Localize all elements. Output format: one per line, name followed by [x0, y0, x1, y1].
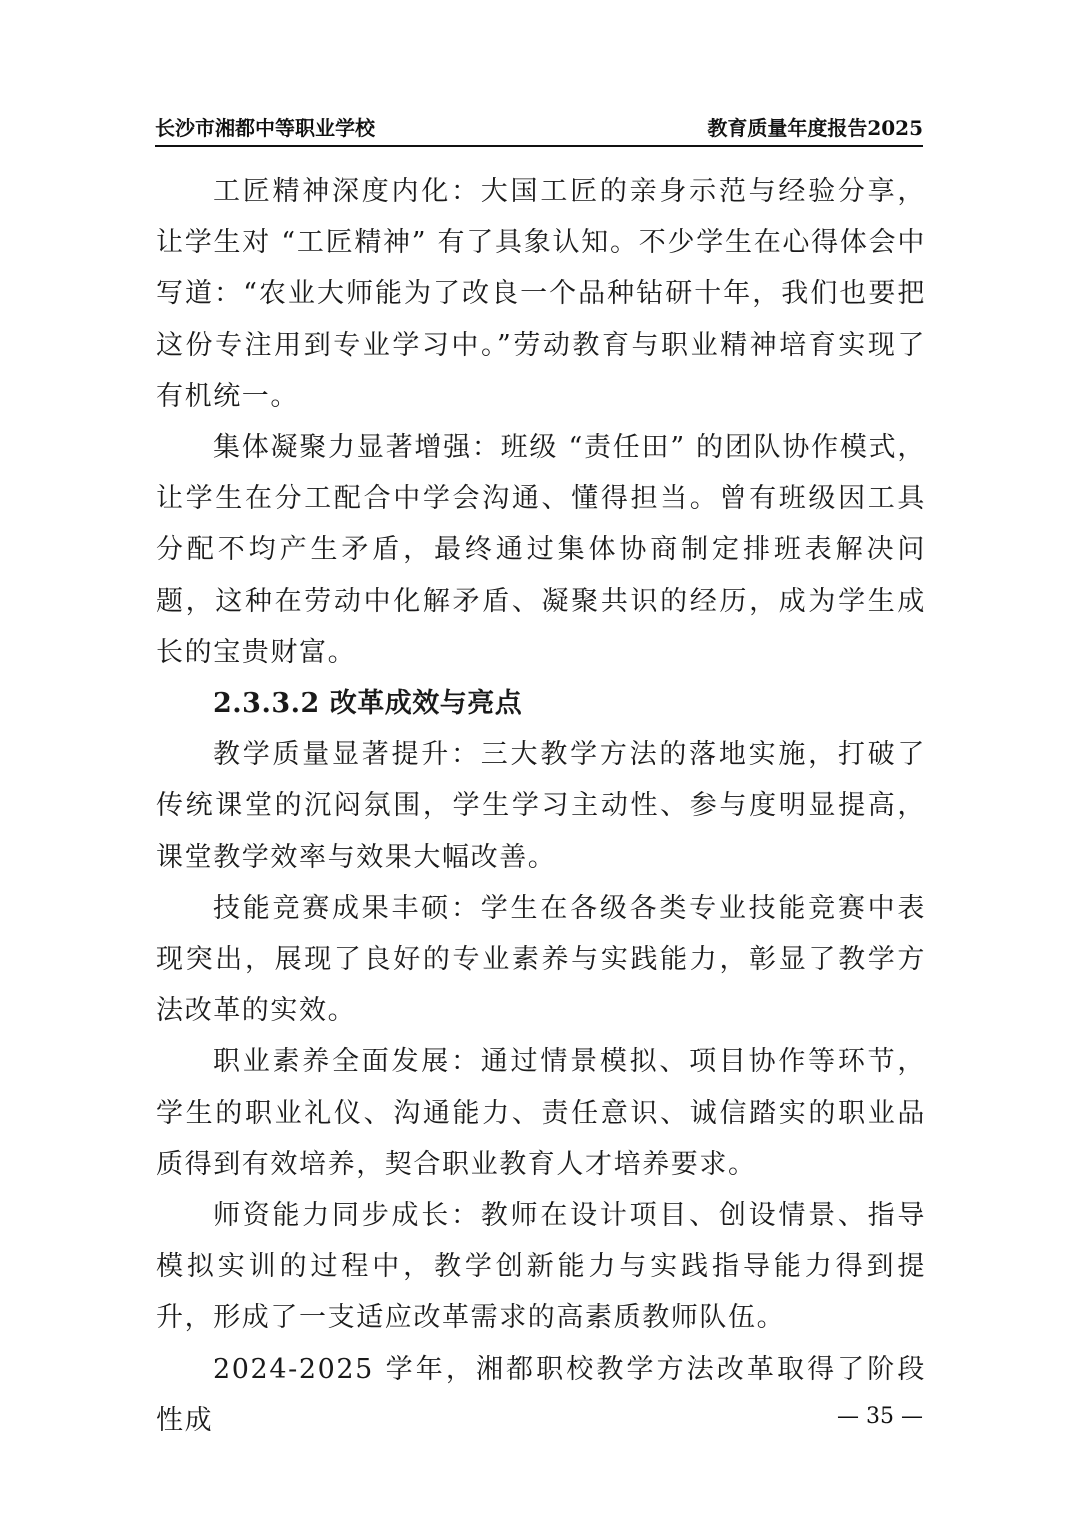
section-heading: 2.3.3.2 改革成效与亮点 [213, 688, 523, 720]
paragraph-professional-literacy: 职业素养全面发展：通过情景模拟、项目协作等环节，学生的职业礼仪、沟通能力、责任意识、诚信踏实的职业品质得到有效培养，契合职业教育人才培养要求。 [156, 1046, 926, 1180]
paragraph-teacher-growth: 师资能力同步成长：教师在设计项目、创设情景、指导模拟实训的过程中，教学创新能力与实践指导能力得到提升，形成了一支适应改革需求的高素质教师队伍。 [156, 1200, 926, 1334]
page-header [155, 112, 923, 142]
school-name: 长沙市湘都中等职业学校 [155, 116, 375, 140]
paragraph-school-year: 2024-2025 学年，湘都职校教学方法改革取得了阶段性成 [156, 1353, 926, 1436]
paragraph-collective-cohesion: 集体凝聚力显著增强：班级 “责任田” 的团队协作模式，让学生在分工配合中学会沟通、懂得担当。曾有班级因工具分配不均产生矛盾，最终通过集体协商制定排班表解决问题，这种在劳动中化解矛盾、凝聚共识的经历，成为学生成长的宝贵财富。 [156, 432, 926, 668]
paragraph-skill-competition: 技能竞赛成果丰硕：学生在各级各类专业技能竞赛中表现突出，展现了良好的专业素养与实践能力，彰显了教学方法改革的实效。 [156, 892, 926, 1027]
page-body [156, 166, 926, 1446]
report-title: 教育质量年度报告2025 [707, 116, 923, 140]
paragraph-teaching-quality: 教学质量显著提升：三大教学方法的落地实施，打破了传统课堂的沉闷氛围，学生学习主动性、参与度明显提高，课堂教学效率与效果大幅改善。 [156, 739, 926, 873]
header-divider [155, 145, 923, 147]
paragraph-craftsman-spirit: 工匠精神深度内化：大国工匠的亲身示范与经验分享，让学生对 “工匠精神” 有了具象认知。不少学生在心得体会中写道：“农业大师能为了改良一个品种钻研十年，我们也要把这份专注用到专业学习中。”劳动教育与职业精神培育实现了有机统一。 [156, 176, 926, 412]
page-number: — 35 — [837, 1404, 923, 1429]
